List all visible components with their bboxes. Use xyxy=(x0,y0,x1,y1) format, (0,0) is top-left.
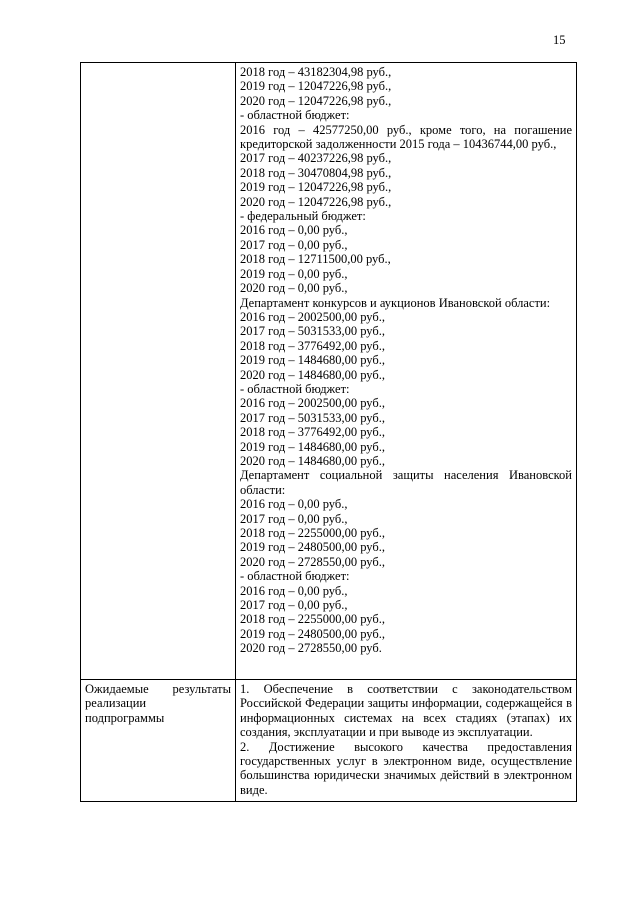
funding-cell xyxy=(236,63,577,680)
expected-result-item: 1. Обеспечение в соответствии с законодательством Российской Федерации защиты информации, содержащейся в информационных системах на всех стадиях (этапах) их создания, эксплуатации и при выводе из эксплуатации. xyxy=(240,682,572,740)
funding-line: 2019 год – 2480500,00 руб., xyxy=(240,540,385,555)
funding-line: 2017 год – 0,00 руб., xyxy=(240,237,348,252)
funding-line: кредиторской задолженности 2015 года – 10436744,00 руб., xyxy=(240,137,557,152)
row-label-line: Ожидаемые результаты xyxy=(85,682,231,696)
funding-line: 2016 год – 42577250,00 руб., кроме того, на погашение xyxy=(240,122,572,137)
table-row xyxy=(81,63,577,680)
funding-line: 2019 год – 12047226,98 руб., xyxy=(240,79,392,94)
funding-line: 2020 год – 2728550,00 руб. xyxy=(240,641,382,656)
expected-results-label-cell xyxy=(81,680,236,802)
funding-line: Департамент конкурсов и аукционов Ивановской области: xyxy=(240,295,551,310)
funding-line: 2018 год – 3776492,00 руб., xyxy=(240,338,385,353)
funding-line: 2018 год – 2255000,00 руб., xyxy=(240,612,385,627)
funding-line: 2020 год – 12047226,98 руб., xyxy=(240,93,392,108)
page-number: 15 xyxy=(553,33,566,47)
table-row xyxy=(81,680,577,802)
funding-line: 2016 год – 2002500,00 руб., xyxy=(240,396,385,411)
subprogram-passport-table xyxy=(80,62,577,802)
funding-line: 2018 год – 43182304,98 руб., xyxy=(240,65,392,79)
funding-line: 2018 год – 2255000,00 руб., xyxy=(240,526,385,540)
funding-line: 2019 год – 1484680,00 руб., xyxy=(240,353,385,368)
funding-line: 2020 год – 12047226,98 руб., xyxy=(240,194,392,209)
row-label-line: реализации xyxy=(85,696,147,711)
funding-line: - областной бюджет: xyxy=(240,381,350,396)
funding-line: 2017 год – 40237226,98 руб., xyxy=(240,151,392,166)
funding-line: 2019 год – 0,00 руб., xyxy=(240,266,348,281)
funding-line: - федеральный бюджет: xyxy=(240,209,366,224)
funding-line: 2018 год – 30470804,98 руб., xyxy=(240,165,392,180)
expected-result-item: 2. Достижение высокого качества предоставления государственных услуг в электронном виде, осуществление большинства юридически значимых действий в электронном виде. xyxy=(240,739,572,797)
funding-line: 2020 год – 0,00 руб., xyxy=(240,281,348,296)
funding-line: 2016 год – 0,00 руб., xyxy=(240,583,348,598)
funding-line: 2016 год – 0,00 руб., xyxy=(240,497,348,512)
funding-line: - областной бюджет: xyxy=(240,108,350,123)
funding-line: 2018 год – 3776492,00 руб., xyxy=(240,425,385,440)
funding-line: области: xyxy=(240,482,286,497)
funding-line: 2020 год – 1484680,00 руб., xyxy=(240,453,385,468)
funding-line: 2019 год – 1484680,00 руб., xyxy=(240,439,385,454)
funding-line: 2017 год – 5031533,00 руб., xyxy=(240,410,385,425)
funding-line: 2017 год – 0,00 руб., xyxy=(240,511,348,526)
funding-line: 2020 год – 1484680,00 руб., xyxy=(240,367,385,382)
funding-line: 2020 год – 2728550,00 руб., xyxy=(240,554,385,569)
funding-line: 2018 год – 12711500,00 руб., xyxy=(240,252,391,267)
funding-line: 2017 год – 5031533,00 руб., xyxy=(240,324,385,339)
funding-line: 2019 год – 2480500,00 руб., xyxy=(240,626,385,641)
funding-line: 2019 год – 12047226,98 руб., xyxy=(240,180,392,195)
funding-line: - областной бюджет: xyxy=(240,569,350,584)
expected-results-cell xyxy=(236,680,577,802)
row-label-cell xyxy=(81,63,236,680)
funding-line: 2016 год – 2002500,00 руб., xyxy=(240,309,385,324)
funding-line: 2016 год – 0,00 руб., xyxy=(240,223,348,238)
funding-line: Департамент социальной защиты населения Ивановской xyxy=(240,468,572,483)
row-label-line: подпрограммы xyxy=(85,710,165,725)
funding-line: 2017 год – 0,00 руб., xyxy=(240,598,348,613)
